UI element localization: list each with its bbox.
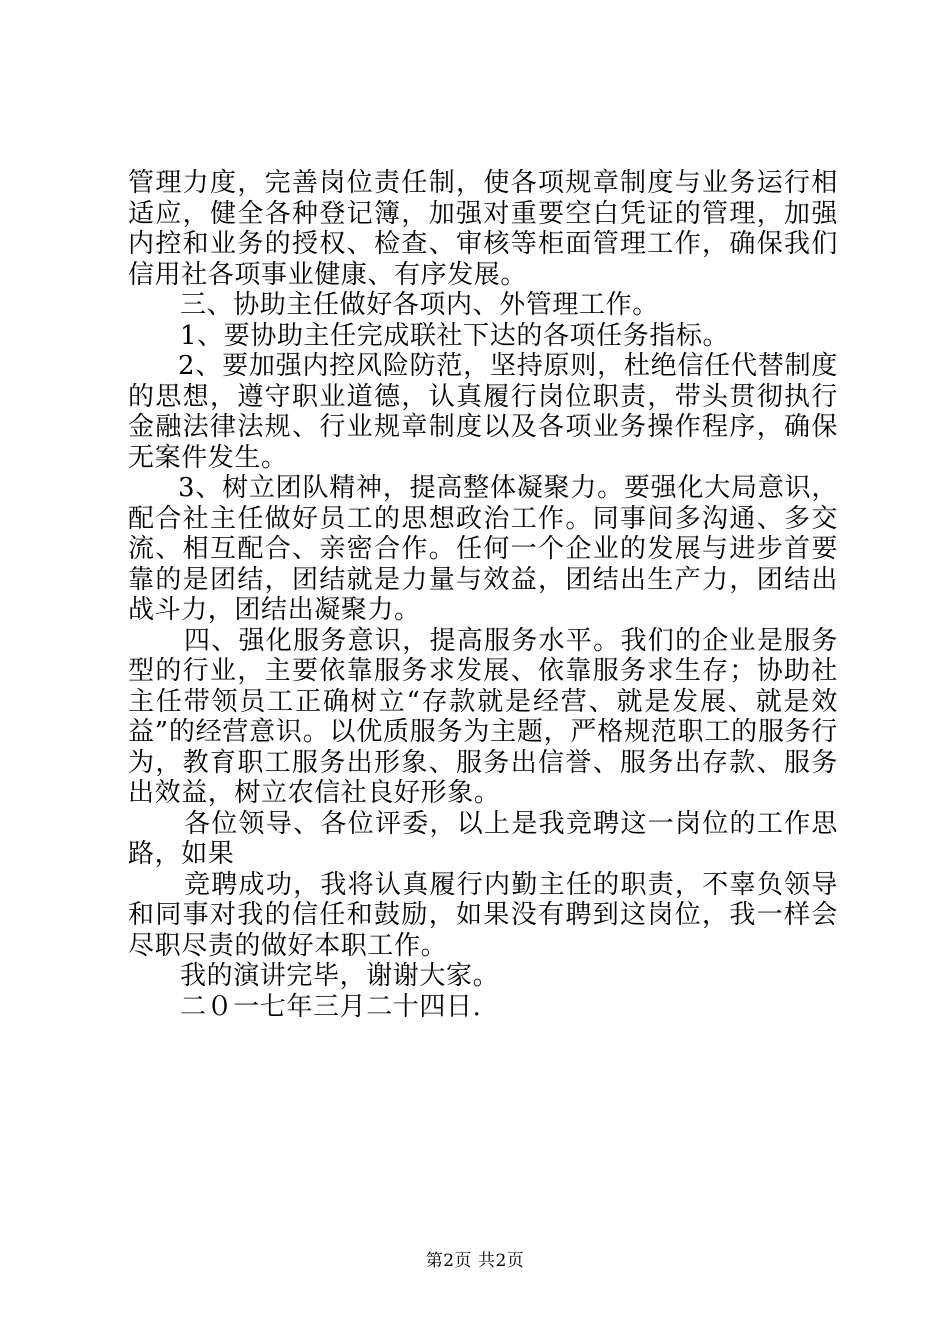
document-body <box>128 168 838 1022</box>
paragraph-date: 二０一七年三月二十四日. <box>180 991 482 1022</box>
page-number-footer: 第2页 共2页 <box>425 1251 525 1271</box>
paragraph-thanks: 我的演讲完毕，谢谢大家。 <box>180 961 500 991</box>
paragraph-closing-1: 各位领导、各位评委，以上是我竞聘这一岗位的工作思路，如果 <box>128 808 838 869</box>
paragraph-section-four: 四、强化服务意识，提高服务水平。我们的企业是服务型的行业，主要依靠服务求发展、依靠服务求生存；协助社主任带领员工正确树立“存款就是经营、就是发展、就是效益”的经营意识。以优质服务为主题，严格规范职工的服务行为，教育职工服务出形象、服务出信誉、服务出存款、服务出效益，树立农信社良好形象。 <box>128 625 838 808</box>
paragraph-item-1: 1、要协助主任完成联社下达的各项任务指标。 <box>180 320 730 351</box>
paragraph-management-continued: 管理力度，完善岗位责任制，使各项规章制度与业务运行相适应，健全各种登记簿，加强对重要空白凭证的管理，加强内控和业务的授权、检查、审核等柜面管理工作，确保我们信用社各项事业健康、有序发展。 <box>128 168 838 290</box>
paragraph-section-three-heading: 三、协助主任做好各项内、外管理工作。 <box>180 290 659 320</box>
paragraph-item-3: 3、树立团队精神，提高整体凝聚力。要强化大局意识，配合社主任做好员工的思想政治工作。同事间多沟通、多交流、相互配合、亲密合作。任何一个企业的发展与进步首要靠的是团结，团结就是力量与效益，团结出生产力，团结出战斗力，团结出凝聚力。 <box>128 473 838 625</box>
paragraph-closing-2: 竞聘成功，我将认真履行内勤主任的职责，不辜负领导和同事对我的信任和鼓励，如果没有聘到这岗位，我一样会尽职尽责的做好本职工作。 <box>128 869 838 961</box>
paragraph-item-2: 2、要加强内控风险防范，坚持原则，杜绝信任代替制度的思想，遵守职业道德，认真履行岗位职责，带头贯彻执行金融法律法规、行业规章制度以及各项业务操作程序，确保无案件发生。 <box>128 351 838 473</box>
